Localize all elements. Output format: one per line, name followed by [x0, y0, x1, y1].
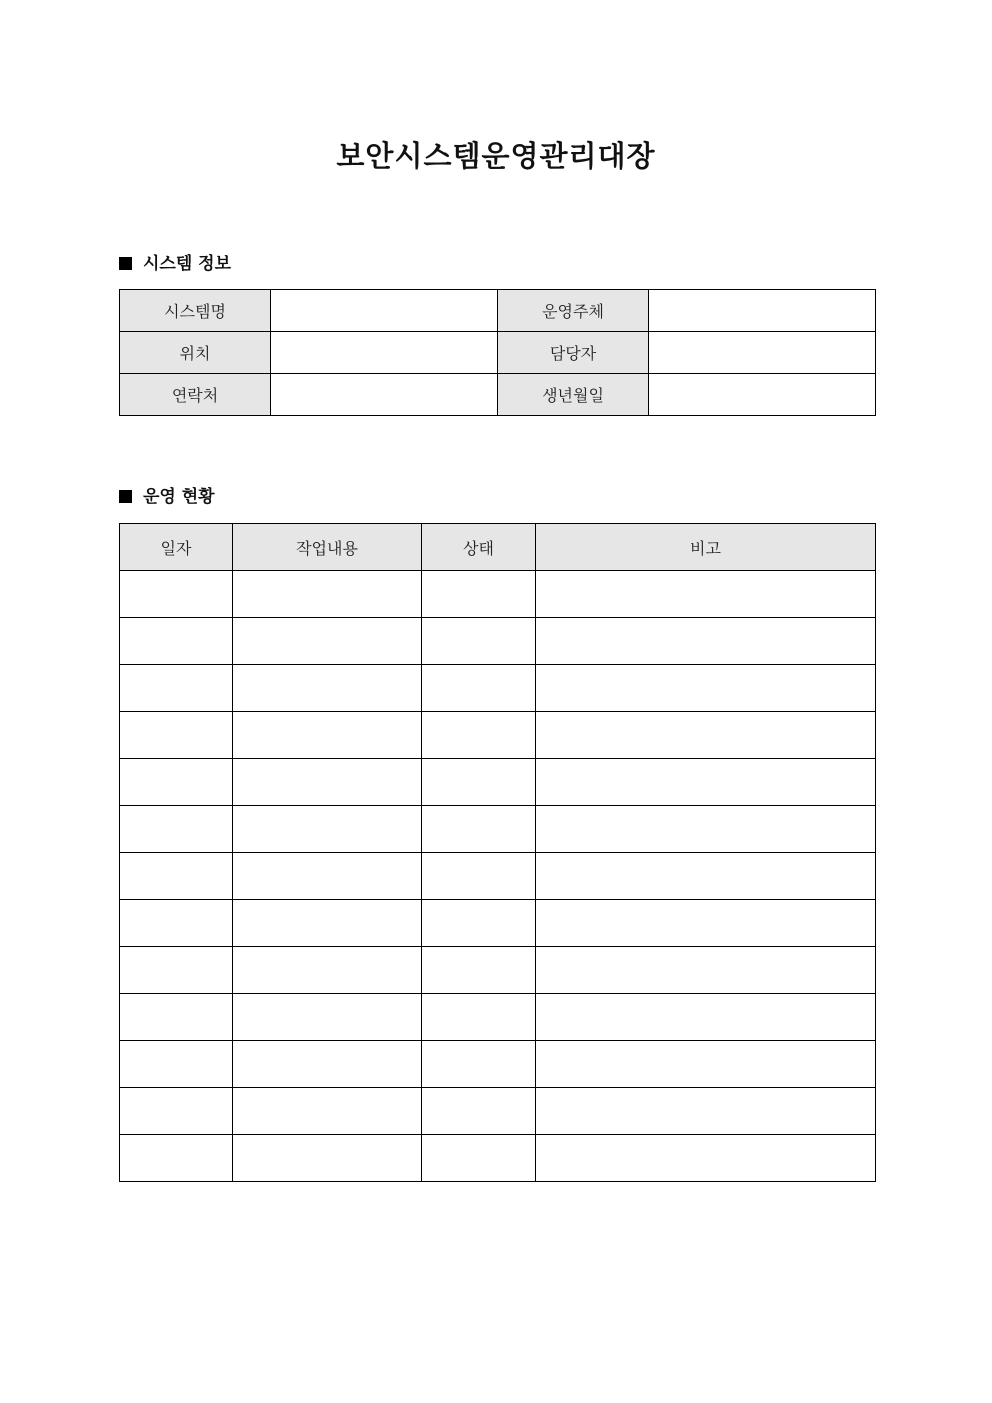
table-row [120, 947, 876, 994]
table-row [120, 618, 876, 665]
table-cell[interactable] [422, 1041, 536, 1088]
table-cell[interactable] [120, 759, 233, 806]
table-cell[interactable] [422, 806, 536, 853]
table-cell[interactable] [233, 1088, 422, 1135]
square-bullet-icon [119, 257, 132, 270]
page-title: 보안시스템운영관리대장 [336, 139, 656, 173]
table-cell[interactable] [120, 1135, 233, 1182]
info-row [120, 332, 876, 374]
table-cell[interactable] [536, 759, 876, 806]
info-value-field[interactable] [649, 374, 876, 416]
table-cell[interactable] [422, 712, 536, 759]
info-value-field[interactable] [271, 332, 498, 374]
table-cell[interactable] [422, 618, 536, 665]
table-cell[interactable] [120, 994, 233, 1041]
table-cell[interactable] [536, 712, 876, 759]
table-cell[interactable] [536, 1135, 876, 1182]
table-cell[interactable] [536, 806, 876, 853]
info-value-field[interactable] [271, 290, 498, 332]
table-row [120, 665, 876, 712]
table-cell[interactable] [233, 947, 422, 994]
table-cell[interactable] [120, 618, 233, 665]
info-value-field[interactable] [649, 290, 876, 332]
section-heading-system-info [119, 252, 231, 276]
table-cell[interactable] [422, 571, 536, 618]
table-row [120, 759, 876, 806]
table-cell[interactable] [120, 1041, 233, 1088]
table-cell[interactable] [120, 712, 233, 759]
table-cell[interactable] [120, 665, 233, 712]
info-label-cell: 연락처 [120, 374, 271, 416]
table-cell[interactable] [233, 994, 422, 1041]
table-row [120, 900, 876, 947]
table-cell[interactable] [233, 806, 422, 853]
table-cell[interactable] [536, 1088, 876, 1135]
table-cell[interactable] [536, 947, 876, 994]
table-cell[interactable] [120, 853, 233, 900]
table-row [120, 712, 876, 759]
system-info-table [119, 289, 876, 416]
table-cell[interactable] [120, 571, 233, 618]
table-cell[interactable] [422, 853, 536, 900]
table-cell[interactable] [233, 1041, 422, 1088]
table-cell[interactable] [536, 665, 876, 712]
table-cell[interactable] [233, 900, 422, 947]
section-heading-label: 시스템 정보 [143, 254, 232, 274]
info-label-cell: 생년월일 [498, 374, 649, 416]
table-cell[interactable] [422, 1135, 536, 1182]
info-row [120, 374, 876, 416]
table-row [120, 1088, 876, 1135]
table-cell[interactable] [536, 1041, 876, 1088]
column-header: 일자 [120, 524, 233, 571]
table-cell[interactable] [233, 1135, 422, 1182]
table-cell[interactable] [422, 900, 536, 947]
square-bullet-icon [119, 490, 132, 503]
table-row [120, 994, 876, 1041]
table-cell[interactable] [536, 571, 876, 618]
column-header: 작업내용 [233, 524, 422, 571]
table-cell[interactable] [536, 994, 876, 1041]
table-cell[interactable] [233, 571, 422, 618]
table-cell[interactable] [536, 618, 876, 665]
table-cell[interactable] [422, 994, 536, 1041]
info-row [120, 290, 876, 332]
table-cell[interactable] [120, 806, 233, 853]
table-cell[interactable] [233, 618, 422, 665]
table-cell[interactable] [233, 665, 422, 712]
table-cell[interactable] [120, 900, 233, 947]
info-label-cell: 담당자 [498, 332, 649, 374]
info-label-cell: 시스템명 [120, 290, 271, 332]
info-label-cell: 위치 [120, 332, 271, 374]
table-cell[interactable] [233, 759, 422, 806]
info-value-field[interactable] [271, 374, 498, 416]
table-row [120, 1041, 876, 1088]
table-cell[interactable] [120, 947, 233, 994]
table-row [120, 853, 876, 900]
table-cell[interactable] [536, 853, 876, 900]
table-cell[interactable] [422, 759, 536, 806]
table-cell[interactable] [422, 947, 536, 994]
table-row [120, 806, 876, 853]
table-cell[interactable] [422, 665, 536, 712]
table-row [120, 1135, 876, 1182]
section-heading-operations [119, 485, 215, 509]
column-header: 비고 [536, 524, 876, 571]
table-cell[interactable] [422, 1088, 536, 1135]
table-row [120, 571, 876, 618]
table-cell[interactable] [233, 712, 422, 759]
table-cell[interactable] [120, 1088, 233, 1135]
info-label-cell: 운영주체 [498, 290, 649, 332]
table-cell[interactable] [536, 900, 876, 947]
operations-table [119, 523, 876, 1182]
table-cell[interactable] [233, 853, 422, 900]
column-header: 상태 [422, 524, 536, 571]
info-value-field[interactable] [649, 332, 876, 374]
table-header-row [120, 524, 876, 571]
section-heading-label: 운영 현황 [143, 487, 215, 507]
